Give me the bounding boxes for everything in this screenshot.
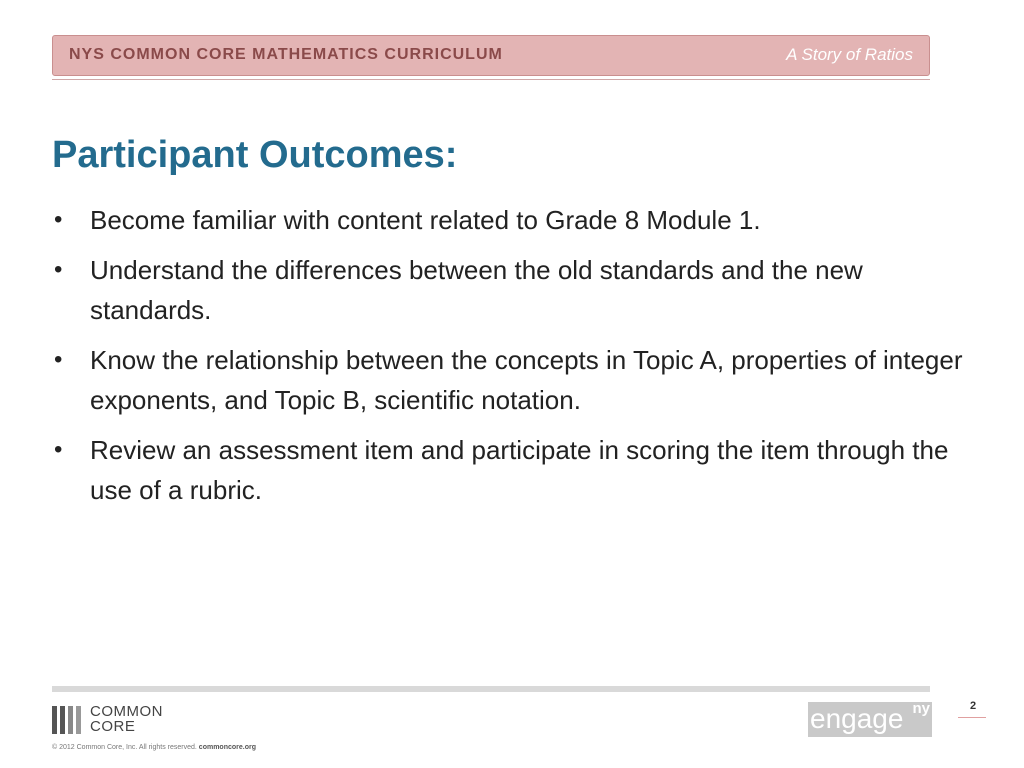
outcomes-list [52, 200, 972, 520]
common-core-logo [52, 704, 192, 738]
engage-superscript: ny [912, 700, 930, 717]
books-icon [52, 706, 84, 734]
page-number: 2 [969, 700, 977, 712]
bullet-icon: • [54, 346, 63, 373]
slide-title: Participant Outcomes: [52, 134, 458, 176]
bullet-icon: • [54, 436, 63, 463]
footer-divider [52, 686, 930, 692]
header-bar [52, 35, 930, 76]
outcome-item [52, 200, 972, 240]
outcome-text: Review an assessment item and participate in scoring the item through the use of a rubric. [90, 435, 949, 505]
header-divider [52, 79, 930, 80]
bullet-icon: • [54, 256, 63, 283]
copyright-notice [52, 744, 256, 751]
outcome-text: Become familiar with content related to Grade 8 Module 1. [90, 205, 761, 235]
outcome-text: Know the relationship between the concepts in Topic A, properties of integer exponents, and Topic B, scientific notation. [90, 345, 963, 415]
logo-line-2: CORE [90, 718, 136, 735]
logo-line-1: COMMON [90, 703, 163, 720]
engage-ny-logo [808, 702, 932, 737]
logo-text [90, 704, 163, 734]
copyright-text: © 2012 Common Core, Inc. All rights reserved. [52, 744, 197, 751]
copyright-link[interactable]: commoncore.org [198, 744, 256, 751]
bullet-icon: • [54, 206, 63, 233]
outcome-item [52, 250, 972, 330]
engage-word: engage [810, 703, 904, 734]
outcome-item [52, 340, 972, 420]
page-number-underline [958, 717, 986, 718]
curriculum-title: NYS COMMON CORE MATHEMATICS CURRICULUM [69, 46, 503, 63]
story-title: A Story of Ratios [786, 45, 913, 64]
outcome-text: Understand the differences between the old standards and the new standards. [90, 255, 863, 325]
outcome-item [52, 430, 972, 510]
